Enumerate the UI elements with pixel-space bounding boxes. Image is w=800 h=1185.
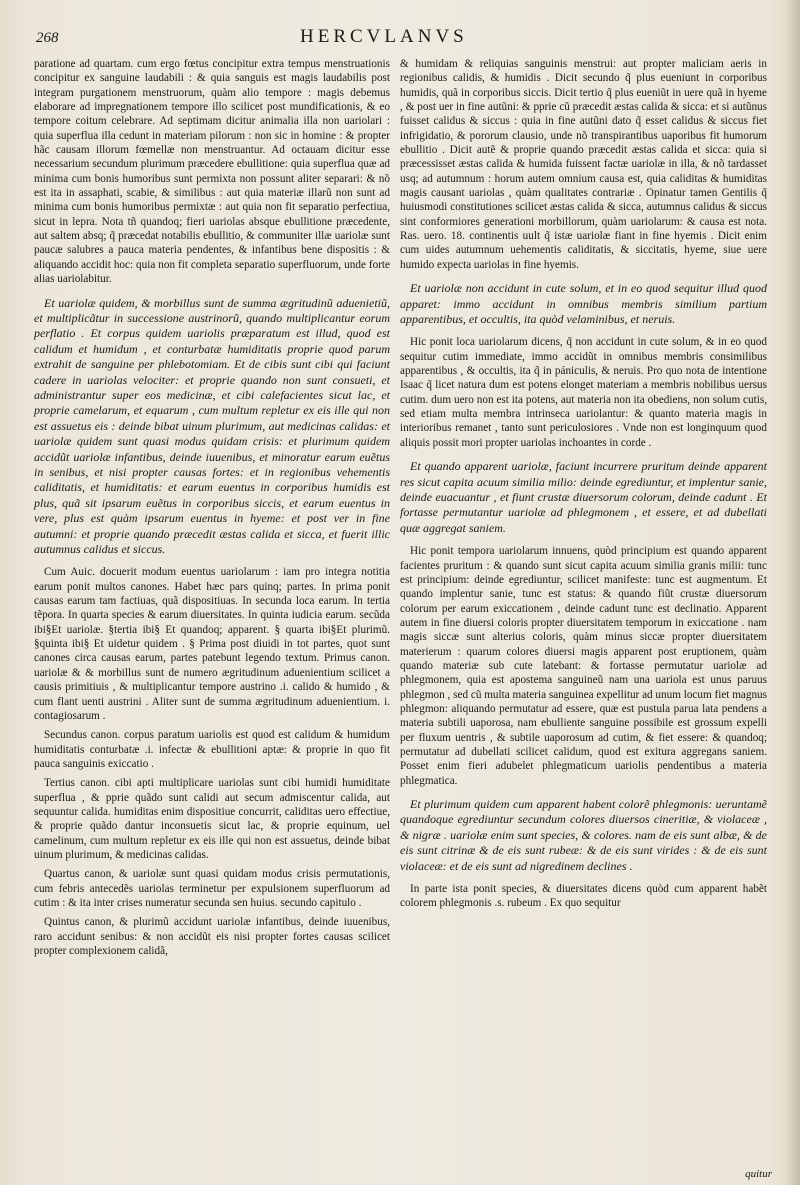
italic-text-block: Et uariolæ quidem, & morbillus sunt de summa ægritudinũ aduenietiũ, et multiplicãtur in successione austrinorũ, quando multiplicantur eorum perflatio . Et corpus quidem uariolis præparatum est illud, quod est calidum et humidum , et conturbatæ humiditatis proprie quod parum extrahit de sanguine per phlebotomiam. Et de cibis sunt cibi qui faciunt cadere in uariolas velociter: et proprie quando non sunt consueti, et administrantur super eos medicinæ, et cibi calefacientes sicut lac, et proprie camelarum, et equarum , cum multum repletur ex eis ille qui non est assuetus eis : deinde bibat uinum plurimum, aut medicinas calidas: et uariolæ quidem sunt quasi modus quidam crisis: et plurimum quidem accidũt uariolæ infantibus, deinde iuuenibus, et minoratur earum euẽtus in senibus, et nisi propter causas fortes: et in regionibus vehementis caliditatis, et humiditatis: et earum euentus in corporibus humidis est plus, quã sit ipsarum euẽtus in corporibus siccis, et earum euentus in vere, plus est quàm ipsarum euentus in hyeme: et post ver in fine autumni: et proprie quando præcedit æstas calida et sicca, et fuerit illic autumnus calidus et siccus. xyxy=(34,295,390,556)
italic-text-block: Et quando apparent uariolæ, faciunt incurrere pruritum deinde apparent res sicut capita acuum similia milio: deinde egrediuntur, et implentur sanie, deinde euacuantur , et fiunt crustæ diuersorum colorum, deinde cadunt . Et fortasse permutantur uariolæ ad phlegmonem , et essere, et ad dubellati quæ aggregat saniem. xyxy=(400,459,767,535)
italic-text-block: Et uariolæ non accidunt in cute solum, et in eo quod sequitur illud quod apparet: immo accidunt in omnibus membris similium partium apparentibus, et occultis, ita quòd velaminibus, et neruis. xyxy=(400,281,767,326)
left-column xyxy=(34,57,390,963)
paragraph: Tertius canon. cibi apti multiplicare uariolas sunt cibi humidi humiditate superflua , & pprie quãdo sunt calidi aut secum admiscentur calida, aut sequuntur calida. humiditas enim dispositiue concurrit, caliditas uero effectiue, & proprie quãdo dantur inconsuetis sicut lac, & proprie equinum, uel camelinum, cum multum repletur ex eis ille qui non est assuetus, deinde bibat uinum plurimum, & medicinas calidas. xyxy=(34,777,390,861)
paragraph: Cum Auic. docuerit modum euentus uariolarum : iam pro integra notitia earum ponit multos canones. Habet hæc pars quinq; partes. In prima ponit causas earum tam factiuas, quã dispositiuas. In secunda loca earum. In tertia tẽpora. In quarta species & earum diuersitates. In quinta iudicia earum. secũda ibi§Et uariolæ. §tertia ibi§ Et quandoq; apparent. § quarta ibi§Et plurimũ. §quinta ibi§ Et uidetur quidem . § Prima post diuidi in tot partes, quot sunt canones circa causas earum, partes patebunt legendo textum. Primus canon. uariolæ & & morbillus sunt de numero ægritudinum aduenientium scilicet a causis primitiuis , & multiplicantur tempore austrino .i. calido & humido , & cum flant uenti austrini . Aliter sunt de summa ægritudinum aduenientium. i. contagiosarum . xyxy=(34,566,390,722)
paragraph: paratione ad quartam. cum ergo fœtus concipitur extra tempus menstruationis concipitur ex sanguine laudabili : & quia sanguis est magis laudabilis post integram purgationem menstruorum, quàm alio tempore : magis debemus elaborare ad impregnationem tempore illo scilicet post mundificationis, & eo tempore coitum celebrare. Ad septimam dicitur animalia illa non uariolari : quia superflua illa cedunt in materiam pilorum : non sic in homine : & propter hãc causam illorum fœmellæ non menstruantur. Ad octauam dicitur esse necessarium secundum plurimum præcedere ebullitione: quia superflua quæ ad minima cum bonis humoribus sunt permixta non possunt aliter separari: & nõ est ita in assaphati, scabie, & similibus : aut quia materiæ illarũ non sunt ad minima cum bonis humoribus permixtæ : aut quia non fit separatio perfectiua, sicut in lepra. Nota tñ quandoq; fieri uariolas absque ebullitione præcedente, aut saltem absq; q̃ præcedat notabilis ebullitio, & communiter illæ uariolæ sunt paucæ salubres a pauca materia pendentes, & infantibus bene dispositis : & aliquando accidit hoc: quia non fit completa separatio superfluorum, unde forte alias uariolabitur. xyxy=(34,58,390,286)
paragraph: Hic ponit tempora uariolarum innuens, quòd principium est quando apparent facientes pruritum : & quando sunt sicut capita acuum similia granis milii: tunc est principium: deinde egrediuntur, scilicet manifeste: tunc est augmentum. Et quando implentur sanie, tunc est status: & quando fiũt crustæ diuersorum colorum per earum exiccationem , deinde cadunt tunc est declinatio. Apparent autem in fine diuersi coloris propter diuersitatem temporum in exiccatione . nam magis siccæ sunt alterius coloris, quàm minus siccæ propter diuersitatem materierum : quarum colores diuersi magis apparent post eruptionem, quàm quando materiæ sub cute latebant: & fortasse permutatur uariolæ ad phlegmonem, quia est apostema sanguineũ nam una uariola est unus paruus phlegmon , sed cũ multa materia sanguinea expellitur ad unum locum fiet magnus phlegmon: aliquando permutatur ad essere, quæ est pustula parua lata pendens a materia subtili uaporosa, nam ebulliente sanguine possibile est grossum expelli per fluxum uentris , & subtile uaporosum ad cutim, & fiet essere: & quandoq; permutatur ad dubellati scilicet calidum, quod est exitura aggregans saniem. Posset enim fieri adubelet phlegmaticum uariolis pendentibus a materia phlegmatica. xyxy=(400,545,767,787)
paragraph: Hic ponit loca uariolarum dicens, q̃ non accidunt in cute solum, & in eo quod sequitur cutim immediate, immo accidũt in omnibus membris consimilibus apparentibus , & occultis, ita q̃ in pániculis, & neruis. Pro quo nota de intentione Isaac q̃ licet natura dum est potens elonget materiam a membris nobilibus uersus cutim. dum uero non est ita potens, aut materia non ita obediens, non solum cutis, sed etiam multa membra intrinseca uariolantur: & quanto materia magis in interioribus remanet , tanto sunt periculosiores . Vnde non est longinquum quod aliquis possit mori propter uariolas inchoantes in corde . xyxy=(400,336,767,449)
paragraph: In parte ista ponit species, & diuersitates dicens quòd cum apparent habẽt colorem phlegmonis .s. rubeum . Ex quo sequitur xyxy=(400,883,767,910)
paragraph: & humidam & reliquias sanguinis menstrui: aut propter maliciam aeris in regionibus calidis, & humidis . Dicit secundo q̃ plus eueniunt in corporibus humidis, quã in corporibus siccis. Dicit tertio q̃ plus eueniũt in uere quã in hyeme , & post uer in fine autũni: & pprie cũ præcedit æstas calida & sicca: et si autũnus fuisset calidus & siccus : quia in fine autũni dato q̃ esset calidus & siccus fiet infrigidatio, & pororum clausio, unde nõ transpirantibus uaporibus fit humorum ebullitio . Dicit autẽ & proprie quando præcedit æstas calida et sicca: quia si præcessisset æstas calida & humida fuissent factæ uariolæ in illa, & nõ tardasset usq; ad autumnum : horum autem omnium causa est, quia caliditas & humiditas magis causant uariolas , quàm qualitates contrariæ . Opinatur tamen Gentilis q̃ huiusmodi constitutiones scilicet æstas calida & sicca, autumnus calidus & siccus sint conformiores generationi morbillorum, quàm uariolarum: & causa est nota. Ras. uero. 18. continentis uult q̃ istæ uariolæ fiant in fine hyemis . Dicit enim cum uides autumnum uehementis caliditatis, & siccitatis, hyeme, siue uere humido expecta uariolas in fine hyemis. xyxy=(400,58,767,271)
page-number: 268 xyxy=(36,30,59,46)
paragraph: Quartus canon, & uariolæ sunt quasi quidam modus crisis permutationis, cum febris antecedẽs uariolas terminetur per expulsionem superfluorum ad cutim : & ita inter crises numeratur secunda sen huius. secundo capitulo . xyxy=(34,868,390,909)
running-head xyxy=(0,26,800,50)
right-column xyxy=(400,57,767,916)
paragraph: Secundus canon. corpus paratum uariolis est quod est calidum & humidum humiditatis conturbatæ .i. infectæ & ebullitioni aptæ: & proprie in quo fit pauca sanguinis exiccatio . xyxy=(34,729,390,770)
page-edge-shadow xyxy=(786,0,800,1185)
running-title: HERCVLANVS xyxy=(300,26,468,47)
italic-text-block: Et plurimum quidem cum apparent habent colorẽ phlegmonis: ueruntamẽ quandoque egrediuntur secundum colores diuersos cineritiæ, & violaceæ , & nigræ . uariolæ enim sunt species, & colores. nam de eis sunt albæ, & de eis sunt citrinæ & de eis sunt rubeæ: & de eis sunt virides : & de eis sunt violaceæ: et de eis sunt ad nigredinem declines . xyxy=(400,797,767,873)
catchword: quitur xyxy=(745,1168,772,1180)
paragraph: Quintus canon, & plurimũ accidunt uariolæ infantibus, deinde iuuenibus, raro accidunt senibus: & non accidũt eis nisi propter fortes causas scilicet propter complexionem calidã, xyxy=(34,916,390,957)
